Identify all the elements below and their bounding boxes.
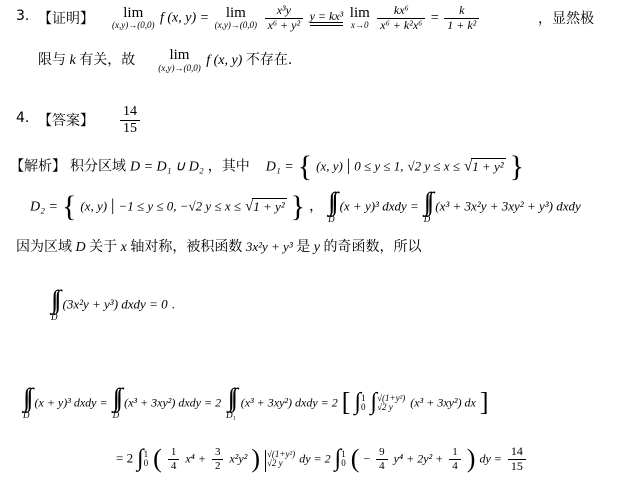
- reason-expression: 3x²y + y³: [245, 239, 293, 254]
- item-4-answer: [118, 104, 142, 137]
- paren-close-1: ): [251, 444, 260, 473]
- d1-cond-b: √2 y ≤ x ≤: [407, 158, 460, 174]
- d2-cond-a: −1 ≤ y ≤ 0, −√2 y ≤ x ≤: [118, 198, 241, 214]
- calc2-dy-2: dy =: [479, 451, 502, 466]
- bracket-open: [: [341, 387, 351, 417]
- item-4-tag: 【答案】: [38, 113, 94, 129]
- zero-period: .: [171, 296, 175, 312]
- line2-tail: 不存在.: [245, 51, 293, 68]
- line2-mid: 有关，故: [79, 51, 136, 68]
- double-integral-1: ∫∫ D: [328, 187, 335, 225]
- calc2-term-1: x⁴ +: [185, 451, 206, 466]
- fraction-nine-fourths: $\frac{9}{4}$: [376, 446, 388, 472]
- zero-integral-body: (3x²y + y³) dxdy = 0: [62, 296, 168, 312]
- outer-limits-1: 1 0: [361, 392, 366, 412]
- analysis-line-1: [10, 150, 524, 184]
- variable-k: k: [69, 52, 76, 68]
- analysis-tag: 【解析】: [10, 158, 66, 175]
- d1-cond-a: 0 ≤ y ≤ 1,: [354, 158, 404, 174]
- item-3-number: 3.: [16, 8, 30, 24]
- evaluation-limits: √(1+y²) √2 y: [266, 449, 296, 468]
- calc-body-1: (x + y)³ dxdy =: [34, 395, 108, 410]
- reason-var-y: y: [313, 240, 320, 255]
- bracket-close: ]: [479, 387, 489, 417]
- fraction-k-over-1k2: $\frac{k}{\text{1 + k²}}$: [444, 4, 479, 33]
- calc-body-2: (x³ + 3xy²) dxdy = 2: [124, 395, 222, 410]
- calc-line-2: [116, 444, 528, 474]
- item-3-equation-line-1: [110, 4, 481, 33]
- function-f-2: f (x, y): [206, 52, 243, 68]
- brace-close-d1: }: [509, 150, 525, 183]
- fraction-one-fourth-2: $\frac{1}{4}$: [449, 446, 461, 472]
- outer-limits-3: 1 0: [341, 449, 346, 468]
- item-3-line1-tail: ，显然极: [538, 11, 594, 27]
- d2-tail-comma: ，: [309, 198, 324, 215]
- reason-part-4: 是: [296, 239, 311, 255]
- fraction-x3y-over-x6y2: $\frac{\text{x³y}}{\text{x⁶ + y²}}$: [265, 4, 304, 33]
- calc2-term-3: y⁴ + 2y² +: [393, 451, 444, 466]
- integral-symbol: ∫∫: [328, 187, 335, 217]
- sqrt-symbol-d1: √: [463, 158, 473, 175]
- double-integral-2: ∫∫ D: [423, 187, 431, 225]
- item-3-tag: 【证明】: [38, 11, 94, 27]
- brace-open-d2: {: [61, 190, 77, 223]
- calc-body-4: (x³ + 3xy²) dx: [410, 395, 476, 410]
- paren-close-2: ): [466, 444, 476, 473]
- fraction-three-halves: $\frac{3}{2}$: [212, 446, 224, 472]
- analysis-lead: 积分区域: [70, 158, 126, 175]
- set-bar-d1: |: [346, 155, 351, 175]
- integrand-left: (x + y)³ dxdy =: [339, 198, 419, 214]
- integral-symbol: ∫∫: [423, 187, 431, 217]
- integrand-right: (x³ + 3x²y + 3xy² + y³) dxdy: [435, 198, 581, 214]
- d2-label: D₂ =: [30, 199, 58, 215]
- calc2-minus: −: [363, 451, 371, 466]
- reason-part-5: 的奇函数，所以: [323, 239, 422, 255]
- evaluation-bar: [265, 450, 266, 472]
- limit-operator-4: lim (x,y)→(0,0): [158, 47, 201, 73]
- integral-symbol-outer-2: ∫: [137, 445, 144, 472]
- item-3-equation-line-2: [38, 48, 292, 73]
- paren-open-2: (: [350, 444, 360, 473]
- reason-part-3: 轴对称，被积函数: [130, 239, 243, 255]
- equals-sign-1: =: [430, 10, 439, 26]
- reason-part-1: 因为区域: [16, 239, 72, 255]
- calc-integral-1: ∫∫ D: [23, 383, 30, 420]
- d2-set-var: (x, y): [80, 198, 108, 214]
- region-equation: D = D₁ ∪ D₂: [130, 159, 204, 175]
- brace-open-d1: {: [297, 150, 313, 183]
- integral-symbol: ∫∫: [23, 383, 30, 412]
- integral-symbol-inner: ∫: [370, 389, 378, 416]
- final-result-fraction: $\frac{14}{15}$: [508, 445, 526, 474]
- paren-open-1: (: [153, 444, 162, 473]
- set-bar-d2: |: [111, 195, 115, 215]
- answer-fraction: $\frac{14}{15}$: [120, 104, 140, 137]
- integral-symbol: ∫∫: [51, 285, 58, 314]
- calc2-term-2: x²y²: [229, 451, 248, 466]
- calc-body-3: (x³ + 3xy²) dxdy = 2: [240, 395, 338, 410]
- integral-symbol-outer: ∫: [354, 389, 362, 416]
- outer-limits-2: 1 0: [143, 449, 149, 468]
- integral-symbol: ∫∫: [112, 383, 119, 412]
- calc-integral-2: ∫∫ D: [112, 383, 120, 420]
- function-f-1: f (x, y) =: [159, 10, 210, 26]
- d2-cond-b: 1 + y²: [253, 198, 285, 214]
- reason-part-2: 关于: [89, 239, 118, 255]
- fraction-kx6: $\frac{\text{kx⁶}}{\text{x⁶ + k²x⁶}}$: [377, 4, 425, 33]
- brace-close-d2: }: [290, 190, 306, 223]
- d1-label: D₁ =: [265, 159, 294, 175]
- inner-limits-1: √(1+y²) √2 y: [377, 392, 406, 412]
- analysis-mid: ，其中: [207, 158, 250, 175]
- item-4-number: 4.: [16, 110, 30, 126]
- zero-integral-line: [50, 285, 175, 322]
- sqrt-symbol-d2: √: [244, 198, 254, 215]
- integral-symbol-outer-3: ∫: [334, 445, 342, 472]
- analysis-line-2: [30, 187, 581, 225]
- line2-lead: 限与: [38, 51, 66, 68]
- limit-operator-2: lim (x,y)→(0,0): [214, 4, 258, 31]
- calc2-lead: = 2: [116, 450, 134, 466]
- reason-region-D: D: [75, 240, 86, 255]
- analysis-reason-line: [16, 236, 421, 256]
- double-integral-zero: ∫∫ D: [51, 285, 58, 322]
- calc-integral-3: ∫∫ D₁: [226, 383, 236, 420]
- fraction-one-fourth: $\frac{1}{4}$: [168, 446, 180, 472]
- calc-line-1: [22, 383, 489, 420]
- d1-set-var: (x, y): [316, 158, 343, 174]
- calc2-dy-1: dy = 2: [299, 451, 331, 466]
- reason-axis-x: x: [120, 240, 127, 255]
- substitution-annotation: y = kx³: [310, 10, 344, 26]
- limit-operator-3: lim x→0: [349, 4, 370, 31]
- d1-cond-c: 1 + y²: [472, 158, 504, 174]
- limit-operator-1: lim (x,y)→(0,0): [112, 4, 155, 31]
- integral-symbol: ∫∫: [227, 383, 235, 412]
